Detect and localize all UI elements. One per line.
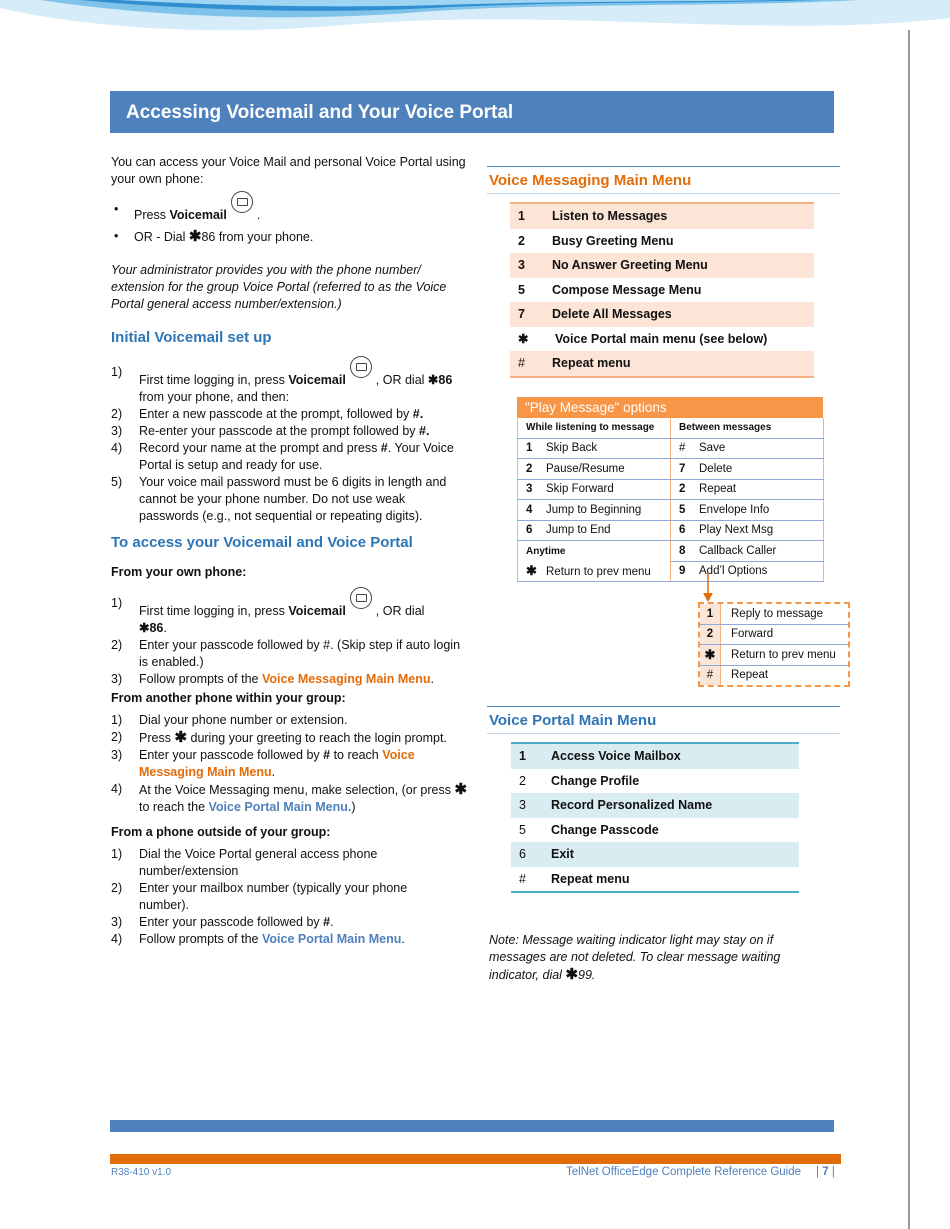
- list-item: 3) Enter your passcode followed by # to reach Voice Messaging Main Menu.: [111, 748, 415, 779]
- vpm-table: [511, 742, 799, 893]
- table-row: 6 Exit: [511, 842, 799, 867]
- table-row: ✱ Return to prev menu 9 Add’l Options: [518, 561, 824, 582]
- list-item: 1) Dial the Voice Portal general access phone number/extension: [111, 847, 378, 878]
- voicemail-icon: [350, 356, 372, 378]
- table-row: 1 Skip Back # Save: [518, 438, 824, 459]
- table-row: 3 No Answer Greeting Menu: [510, 253, 814, 278]
- page-edge-line: [908, 30, 910, 1229]
- list-item: 1) First time logging in, press Voicemail , OR dial ✱86 from your phone, and then:: [111, 364, 466, 406]
- star-key-icon: ✱: [454, 781, 468, 798]
- link-voice-messaging-menu[interactable]: Voice Messaging Main Menu: [261, 672, 431, 686]
- table-row: Anytime 8 Callback Caller: [518, 541, 824, 562]
- table-row: 1 Reply to message: [700, 604, 848, 624]
- play-options-title: "Play Message" options: [525, 400, 667, 415]
- list-item: 3) Follow prompts of the Voice Messaging Main Menu.: [111, 672, 435, 686]
- table-row: 4 Jump to Beginning 5 Envelope Info: [518, 500, 824, 521]
- outside-phone-steps: [111, 846, 441, 948]
- additional-options-table: [700, 604, 848, 685]
- table-row: # Repeat menu: [519, 871, 630, 886]
- another-phone-steps: [111, 712, 471, 816]
- list-item: 3) Re-enter your passcode at the prompt followed by #.: [111, 424, 430, 438]
- list-item: 5) Your voice mail password must be 6 digits in length and cannot be your phone number. Do not use weak passwords (e.g., not sequential or repeating digits).: [111, 475, 447, 523]
- additional-options-box: [698, 602, 850, 687]
- admin-note: Your administrator provides you with the phone number/ extension for the group Voice Portal (referred to as the Voice Portal general access number/extension.): [111, 263, 447, 311]
- list-item: • Press Voicemail .: [111, 199, 466, 226]
- list-item: 4) Follow prompts of the Voice Portal Main Menu.: [111, 932, 405, 946]
- vmm-heading-bar: [487, 166, 840, 194]
- own-phone-steps: [111, 595, 466, 688]
- list-item: 3) Enter your passcode followed by #.: [111, 915, 334, 929]
- vmm-heading: Voice Messaging Main Menu: [489, 172, 692, 189]
- list-item: 2) Press ✱ during your greeting to reach the login prompt.: [111, 729, 447, 746]
- table-row: 6 Jump to End 6 Play Next Msg: [518, 520, 824, 541]
- access-heading: To access your Voicemail and Voice Portal: [111, 534, 413, 551]
- table-row: 2 Pause/Resume 7 Delete: [518, 459, 824, 480]
- another-phone-label: From another phone within your group:: [111, 691, 346, 705]
- vpm-heading-bar: [487, 706, 840, 734]
- link-voice-portal-menu[interactable]: Voice Portal Main Menu.: [208, 800, 352, 814]
- footer-title: TelNet OfficeEdge Complete Reference Guide: [566, 1166, 802, 1178]
- table-row: 3 Record Personalized Name: [511, 793, 799, 818]
- table-row: # Repeat: [700, 665, 848, 685]
- list-item: 2) Enter your mailbox number (typically your phone number).: [111, 881, 408, 912]
- access-methods-list: [111, 199, 466, 248]
- table-row: 1 Access Voice Mailbox: [511, 743, 799, 769]
- list-item: 2) Enter your passcode followed by #. (Skip step if auto login is enabled.): [111, 638, 461, 669]
- table-row: 2 Change Profile: [519, 773, 640, 788]
- table-row: 7 Delete All Messages: [510, 302, 814, 327]
- list-item: 4) Record your name at the prompt and press #. Your Voice Portal is setup and ready for use.: [111, 441, 454, 472]
- table-row: 2 Forward: [700, 624, 848, 645]
- star-key-icon: ✱: [174, 729, 188, 746]
- footer-orange-bar: [110, 1154, 841, 1164]
- own-phone-label: From your own phone:: [111, 565, 247, 579]
- outside-phone-label: From a phone outside of your group:: [111, 825, 331, 839]
- vpm-heading: Voice Portal Main Menu: [489, 712, 657, 729]
- link-voice-portal-menu[interactable]: Voice Portal Main Menu: [261, 932, 402, 946]
- initial-setup-heading: Initial Voicemail set up: [111, 329, 272, 346]
- footer-doc-id: R38-410 v1.0: [111, 1167, 172, 1178]
- table-row: While listening to message Between messages: [518, 418, 824, 438]
- list-item: 1) First time logging in, press Voicemail , OR dial ✱86.: [111, 595, 466, 637]
- table-row: ✱ Return to prev menu: [700, 645, 848, 666]
- table-row: 5 Compose Message Menu: [518, 282, 702, 297]
- link-voice-messaging-menu[interactable]: Voice Messaging Main Menu: [139, 748, 415, 779]
- intro-text: You can access your Voice Mail and personal Voice Portal using your own phone:: [111, 155, 466, 186]
- page-title: Accessing Voicemail and Your Voice Portal: [126, 102, 514, 123]
- vmm-table: [510, 202, 814, 378]
- list-item: 4) At the Voice Messaging menu, make selection, (or press ✱ to reach the Voice Portal Main Menu.): [111, 781, 468, 814]
- list-item: 1) Dial your phone number or extension.: [111, 713, 348, 727]
- table-row: 1 Listen to Messages: [510, 203, 814, 229]
- table-row: # Repeat menu: [510, 351, 814, 377]
- table-row: 2 Busy Greeting Menu: [518, 233, 674, 248]
- header-swoosh: [0, 0, 950, 48]
- footer-blue-bar: [110, 1120, 834, 1132]
- star-key-icon: ✱: [565, 966, 579, 983]
- title-bar: [110, 91, 834, 133]
- play-options-table: [517, 418, 824, 582]
- down-arrow-icon: [700, 573, 716, 603]
- initial-setup-steps: [111, 364, 466, 525]
- footer-page: | 7 |: [816, 1166, 835, 1178]
- note-text: Note: Message waiting indicator light may stay on if messages are not deleted. To clear message waiting indicator, dial ✱99.: [489, 933, 781, 983]
- play-options-title-bar: [517, 397, 823, 418]
- table-row: ✱ Voice Portal main menu (see below): [518, 331, 768, 347]
- table-row: 3 Skip Forward 2 Repeat: [518, 479, 824, 500]
- table-row: 5 Change Passcode: [519, 822, 659, 837]
- voicemail-icon: [350, 587, 372, 609]
- voicemail-icon: [231, 191, 253, 213]
- list-item: 2) Enter a new passcode at the prompt, followed by #.: [111, 407, 424, 421]
- star-key-icon: ✱: [188, 228, 202, 245]
- list-item: • OR - Dial ✱86 from your phone.: [111, 226, 466, 248]
